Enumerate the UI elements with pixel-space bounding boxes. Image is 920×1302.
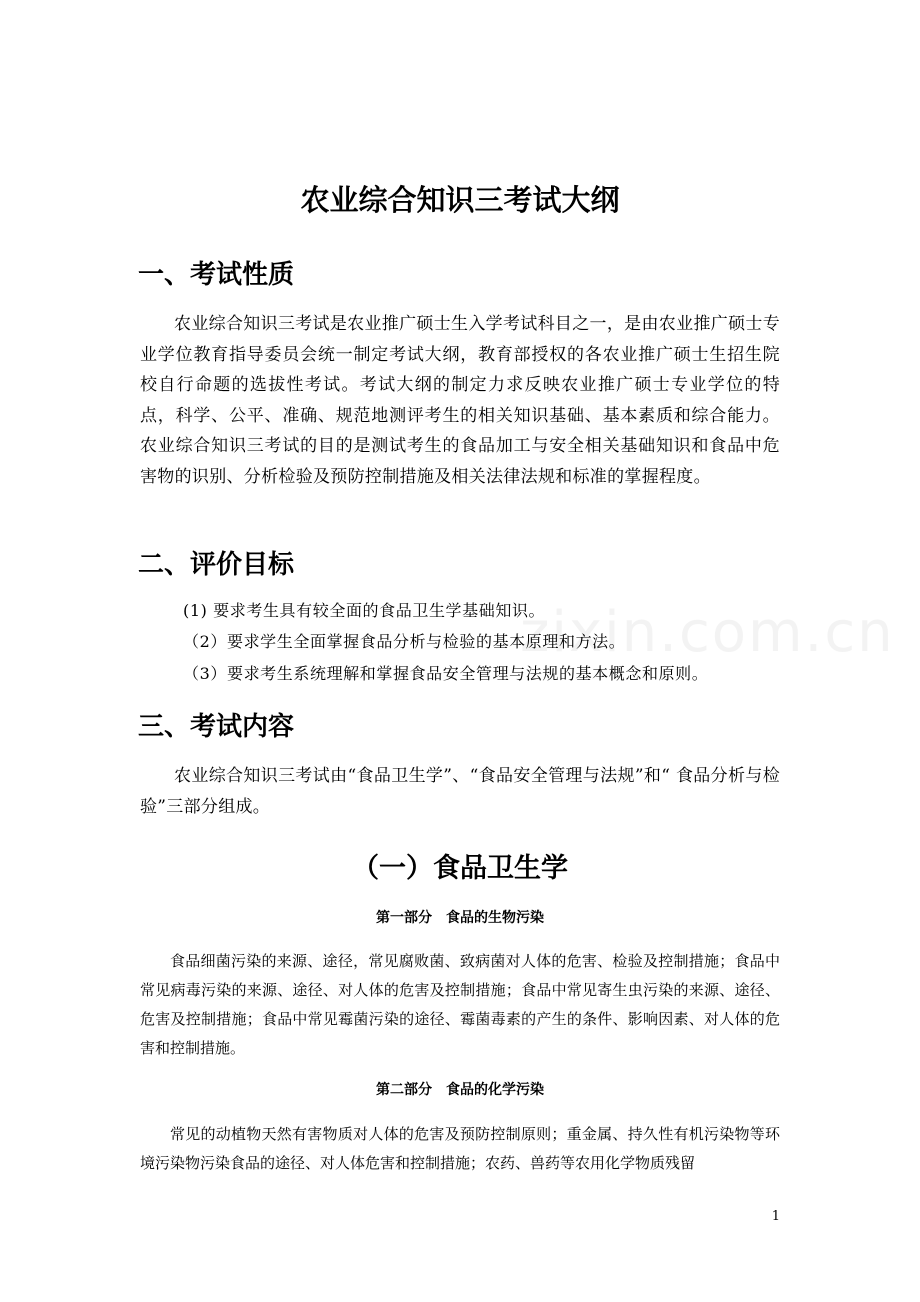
- subsection-heading-food-hygiene: （一）食品卫生学: [352, 853, 568, 884]
- goal-item-2: （2）要求学生全面掌握食品分析与检验的基本原理和方法。: [183, 632, 626, 651]
- watermark: zixin.com.cn: [520, 600, 895, 665]
- goal-item-3: （3）要求考生系统理解和掌握食品安全管理与法规的基本概念和原则。: [183, 664, 709, 683]
- goal-item-1: (1) 要求考生具有较全面的食品卫生学基础知识。: [183, 601, 546, 620]
- section-paragraph-exam-content: 农业综合知识三考试由“食品卫生学”、“食品安全管理与法规”和“ 食品分析与检验”三部分组成。: [140, 766, 780, 817]
- section-heading-evaluation-goals: 二、评价目标: [138, 550, 295, 580]
- part-paragraph-chemical-contamination: 常见的动植物天然有害物质对人体的危害及预防控制原则；重金属、持久性有机污染物等环境污染物污染食品的途径、对人体危害和控制措施；农药、兽药等农用化学物质残留: [140, 1125, 780, 1172]
- part-heading-biological-contamination: 第一部分 食品的生物污染: [376, 910, 544, 926]
- section-heading-exam-nature: 一、考试性质: [138, 260, 295, 290]
- section-heading-exam-content: 三、考试内容: [138, 712, 295, 742]
- section-paragraph-exam-nature: 农业综合知识三考试是农业推广硕士生入学考试科目之一，是由农业推广硕士专业学位教育指导委员会统一制定考试大纲，教育部授权的各农业推广硕士生招生院校自行命题的选拔性考试。考试大纲的制定力求反映农业推广硕士专业学位的特点，科学、公平、准确、规范地测评考生的相关知识基础、基本素质和综合能力。农业综合知识三考试的目的是测试考生的食品加工与安全相关基础知识和食品中危害物的识别、分析检验及预防控制措施及相关法律法规和标准的掌握程度。: [140, 314, 780, 487]
- document-title: 农业综合知识三考试大纲: [300, 183, 620, 217]
- part-paragraph-biological-contamination: 食品细菌污染的来源、途径，常见腐败菌、致病菌对人体的危害、检验及控制措施；食品中常见病毒污染的来源、途径、对人体的危害及控制措施；食品中常见寄生虫污染的来源、途径、危害及控制措施；食品中常见霉菌污染的途径、霉菌毒素的产生的条件、影响因素、对人体的危害和控制措施。: [140, 952, 780, 1057]
- page-number: 1: [771, 1209, 780, 1224]
- part-heading-chemical-contamination: 第二部分 食品的化学污染: [376, 1082, 544, 1098]
